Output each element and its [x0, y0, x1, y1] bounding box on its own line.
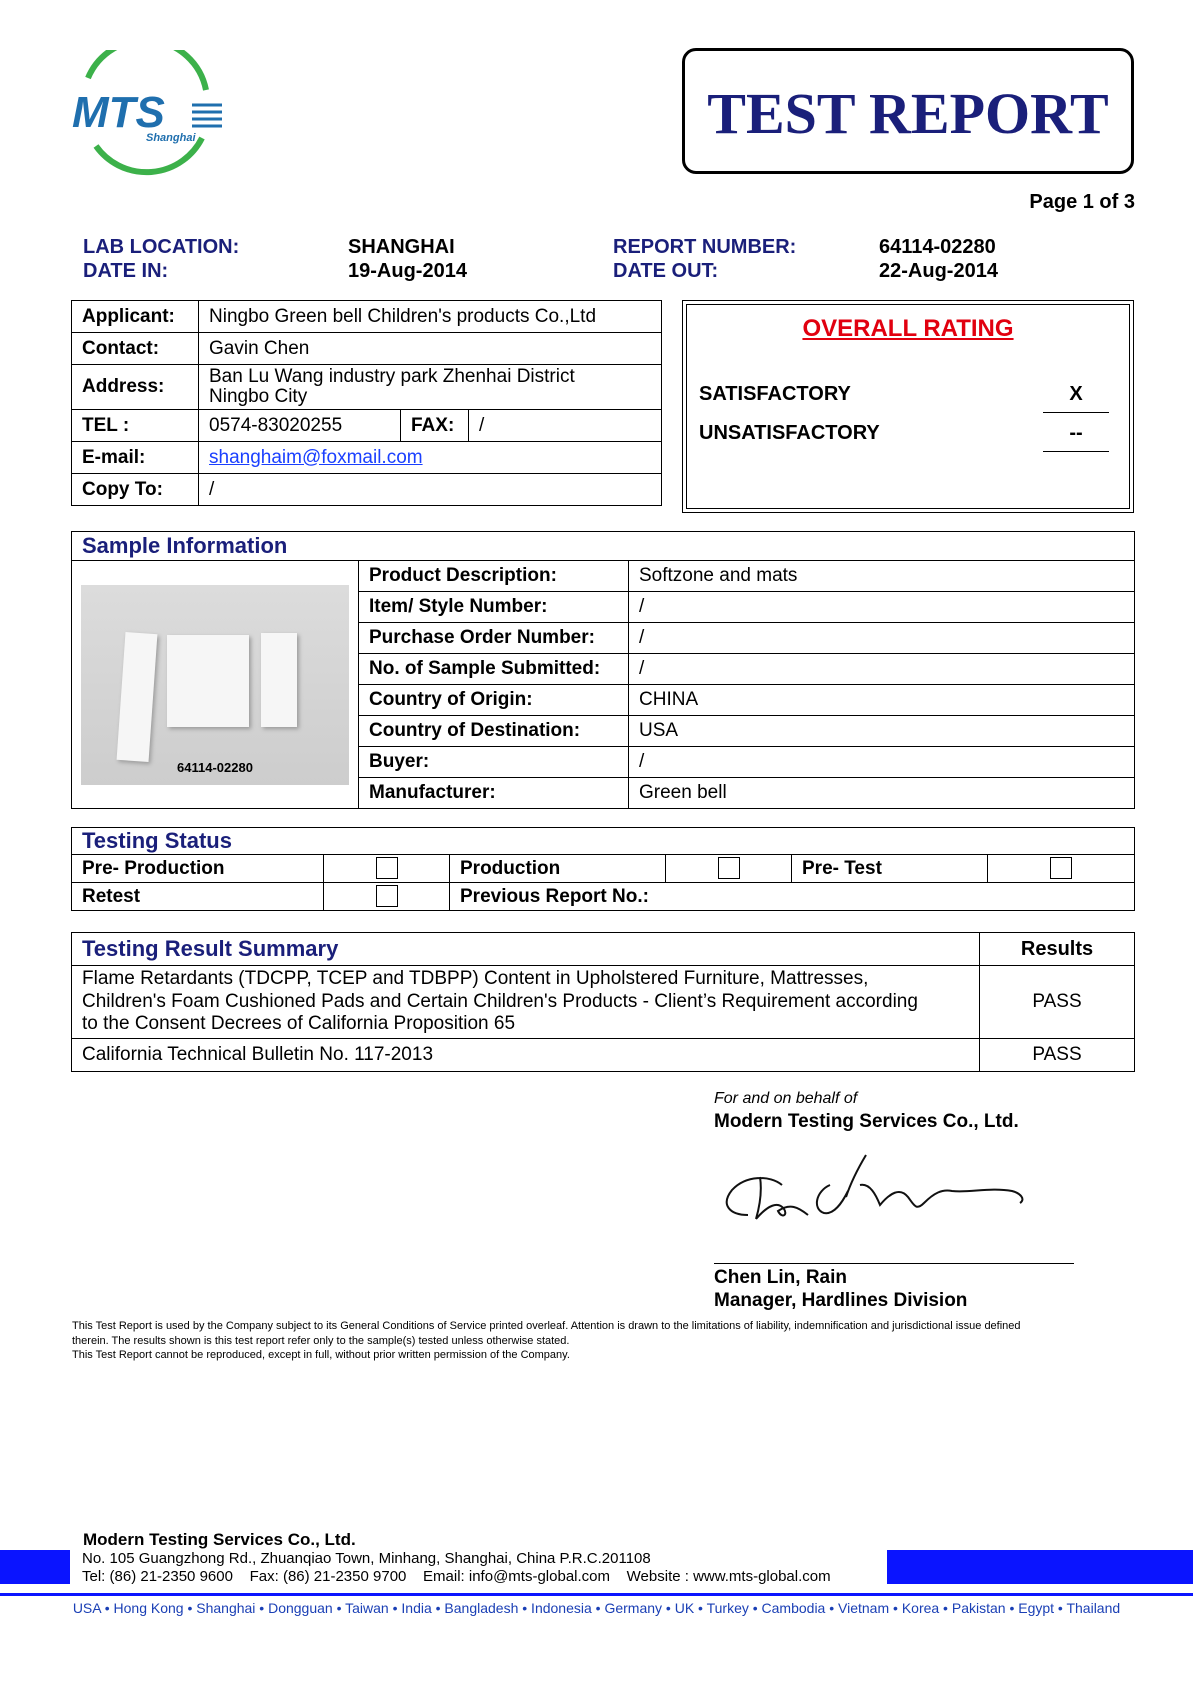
result-test-name — [72, 966, 980, 1039]
retest-checkbox[interactable] — [376, 885, 398, 907]
fax-value: / — [469, 410, 662, 442]
pre-test-checkbox[interactable] — [1050, 857, 1072, 879]
sample-photo — [81, 585, 349, 785]
contact-value: Gavin Chen — [199, 333, 662, 365]
address-line2: Ningbo City — [209, 386, 308, 407]
mts-logo — [70, 50, 230, 180]
overall-rating-title: OVERALL RATING — [802, 315, 1014, 342]
disclaimer-line3: This Test Report cannot be reproduced, except in full, without prior written permission of the Company. — [72, 1349, 570, 1361]
sample-row-value: Softzone and mats — [629, 561, 1135, 592]
email-row — [72, 442, 662, 474]
sample-row-value: / — [629, 623, 1135, 654]
result-test-name-line1: Flame Retardants (TDCPP, TCEP and TDBPP) Content in Upholstered Furniture, Mattresses, — [82, 968, 869, 989]
retest-label: Retest — [72, 883, 324, 911]
footer-contact: Tel: (86) 21-2350 9600 Fax: (86) 21-2350 9700 Email: info@mts-global.com Website : www.mts-global.com — [82, 1568, 831, 1585]
applicant-table — [71, 300, 662, 506]
sample-row-label: Country of Origin: — [359, 685, 629, 716]
tel-label: TEL : — [72, 410, 199, 442]
address-line1: Ban Lu Wang industry park Zhenhai District — [209, 366, 575, 387]
applicant-value: Ningbo Green bell Children's products Co.,Ltd — [199, 301, 662, 333]
sample-row-label: Item/ Style Number: — [359, 592, 629, 623]
unsatisfactory-label: UNSATISFACTORY — [699, 422, 880, 444]
report-number-label: REPORT NUMBER: — [613, 236, 797, 258]
footer-address: No. 105 Guangzhong Rd., Zhuanqiao Town, Minhang, Shanghai, China P.R.C.201108 — [82, 1550, 651, 1567]
lab-location-label: LAB LOCATION: — [83, 236, 240, 258]
sample-row-label: Country of Destination: — [359, 716, 629, 747]
address-label: Address: — [72, 365, 199, 410]
pre-test-label: Pre- Test — [792, 855, 988, 883]
testing-status-table — [71, 827, 1135, 911]
testing-status-title: Testing Status — [72, 828, 1135, 855]
result-test-name-line3: to the Consent Decrees of California Proposition 65 — [82, 1013, 516, 1034]
signer-position: Manager, Hardlines Division — [714, 1290, 968, 1311]
result-row — [72, 1038, 1135, 1071]
production-checkbox-cell — [666, 855, 792, 883]
sample-photo-cell — [72, 561, 359, 809]
sample-row-value: / — [629, 592, 1135, 623]
lab-location-value: SHANGHAI — [348, 236, 455, 258]
sample-photo-label: 64114-02280 — [177, 759, 253, 775]
applicant-row — [72, 301, 662, 333]
contact-row — [72, 333, 662, 365]
logo-text: MTS — [72, 88, 165, 137]
previous-report-label: Previous Report No.: — [450, 883, 1135, 911]
unsatisfactory-mark: -- — [1043, 422, 1109, 452]
footer-countries: USA • Hong Kong • Shanghai • Dongguan • Taiwan • India • Bangladesh • Indonesia • Germany • UK • Turkey • Cambodia • Vietnam • Korea • Pakistan • Egypt • Thailand — [72, 1600, 1121, 1616]
pre-production-checkbox[interactable] — [376, 857, 398, 879]
logo-subtext: Shanghai — [146, 132, 196, 144]
sample-information-table — [71, 531, 1135, 809]
tel-row — [72, 410, 662, 442]
copy-to-label: Copy To: — [72, 474, 199, 506]
pre-test-checkbox-cell — [988, 855, 1135, 883]
result-value: PASS — [980, 1038, 1135, 1071]
sample-row-value: USA — [629, 716, 1135, 747]
copy-to-row — [72, 474, 662, 506]
address-row — [72, 365, 662, 410]
sample-row-label: Purchase Order Number: — [359, 623, 629, 654]
disclaimer-line2: therein. The results shown is this test report refer only to the sample(s) tested unless otherwise stated. — [72, 1334, 570, 1347]
testing-result-summary-title: Testing Result Summary — [72, 933, 980, 966]
signer-name: Chen Lin, Rain — [714, 1267, 847, 1288]
signature-image — [720, 1145, 1070, 1235]
footer-divider — [0, 1593, 1193, 1596]
on-behalf-text: For and on behalf of — [714, 1090, 858, 1107]
production-label: Production — [450, 855, 666, 883]
pre-production-checkbox-cell — [324, 855, 450, 883]
fax-label: FAX: — [401, 410, 469, 442]
footer-bar-right — [887, 1550, 1193, 1584]
sample-row-label: Manufacturer: — [359, 778, 629, 809]
satisfactory-label: SATISFACTORY — [699, 383, 851, 405]
date-out-label: DATE OUT: — [613, 260, 719, 282]
contact-label: Contact: — [72, 333, 199, 365]
sample-row-value: Green bell — [629, 778, 1135, 809]
overall-rating-box — [682, 300, 1134, 513]
sample-row-value: / — [629, 747, 1135, 778]
sample-row-label: No. of Sample Submitted: — [359, 654, 629, 685]
disclaimer-line1: This Test Report is used by the Company subject to its General Conditions of Service printed overleaf. Attention is drawn to the limitations of liability, indemnification and jurisdictional issue defined — [72, 1320, 1021, 1332]
date-out-value: 22-Aug-2014 — [879, 260, 998, 282]
satisfactory-row — [699, 383, 1109, 406]
production-checkbox[interactable] — [718, 857, 740, 879]
result-value: PASS — [980, 966, 1135, 1039]
email-link[interactable]: shanghaim@foxmail.com — [199, 442, 662, 474]
sample-row-label: Product Description: — [359, 561, 629, 592]
footer-bar-left — [0, 1550, 70, 1584]
disclaimer — [72, 1319, 1122, 1363]
unsatisfactory-row — [699, 422, 1109, 445]
result-test-name: California Technical Bulletin No. 117-2013 — [72, 1038, 980, 1071]
date-in-value: 19-Aug-2014 — [348, 260, 467, 282]
sample-row-value: CHINA — [629, 685, 1135, 716]
results-header: Results — [980, 933, 1135, 966]
result-test-name-line2: Children's Foam Cushioned Pads and Certain Children's Products - Client’s Requirement according — [82, 990, 918, 1012]
copy-to-value: / — [199, 474, 662, 506]
email-label: E-mail: — [72, 442, 199, 474]
applicant-label: Applicant: — [72, 301, 199, 333]
address-value — [199, 365, 662, 410]
signature-company: Modern Testing Services Co., Ltd. — [714, 1111, 1019, 1132]
report-title: TEST REPORT — [707, 81, 1109, 146]
sample-information-title: Sample Information — [72, 532, 1135, 561]
sample-row-label: Buyer: — [359, 747, 629, 778]
report-number-value: 64114-02280 — [879, 236, 996, 258]
pre-production-label: Pre- Production — [72, 855, 324, 883]
tel-value: 0574-83020255 — [199, 410, 401, 442]
retest-checkbox-cell — [324, 883, 450, 911]
sample-row-value: / — [629, 654, 1135, 685]
page-number: Page 1 of 3 — [1029, 191, 1135, 213]
testing-result-summary-table — [71, 932, 1135, 1072]
footer-company: Modern Testing Services Co., Ltd. — [83, 1530, 356, 1549]
sample-row — [72, 561, 1135, 592]
result-row — [72, 966, 1135, 1039]
signature-line — [714, 1263, 1074, 1264]
title-box — [682, 48, 1134, 174]
date-in-label: DATE IN: — [83, 260, 169, 282]
satisfactory-mark: X — [1043, 383, 1109, 413]
